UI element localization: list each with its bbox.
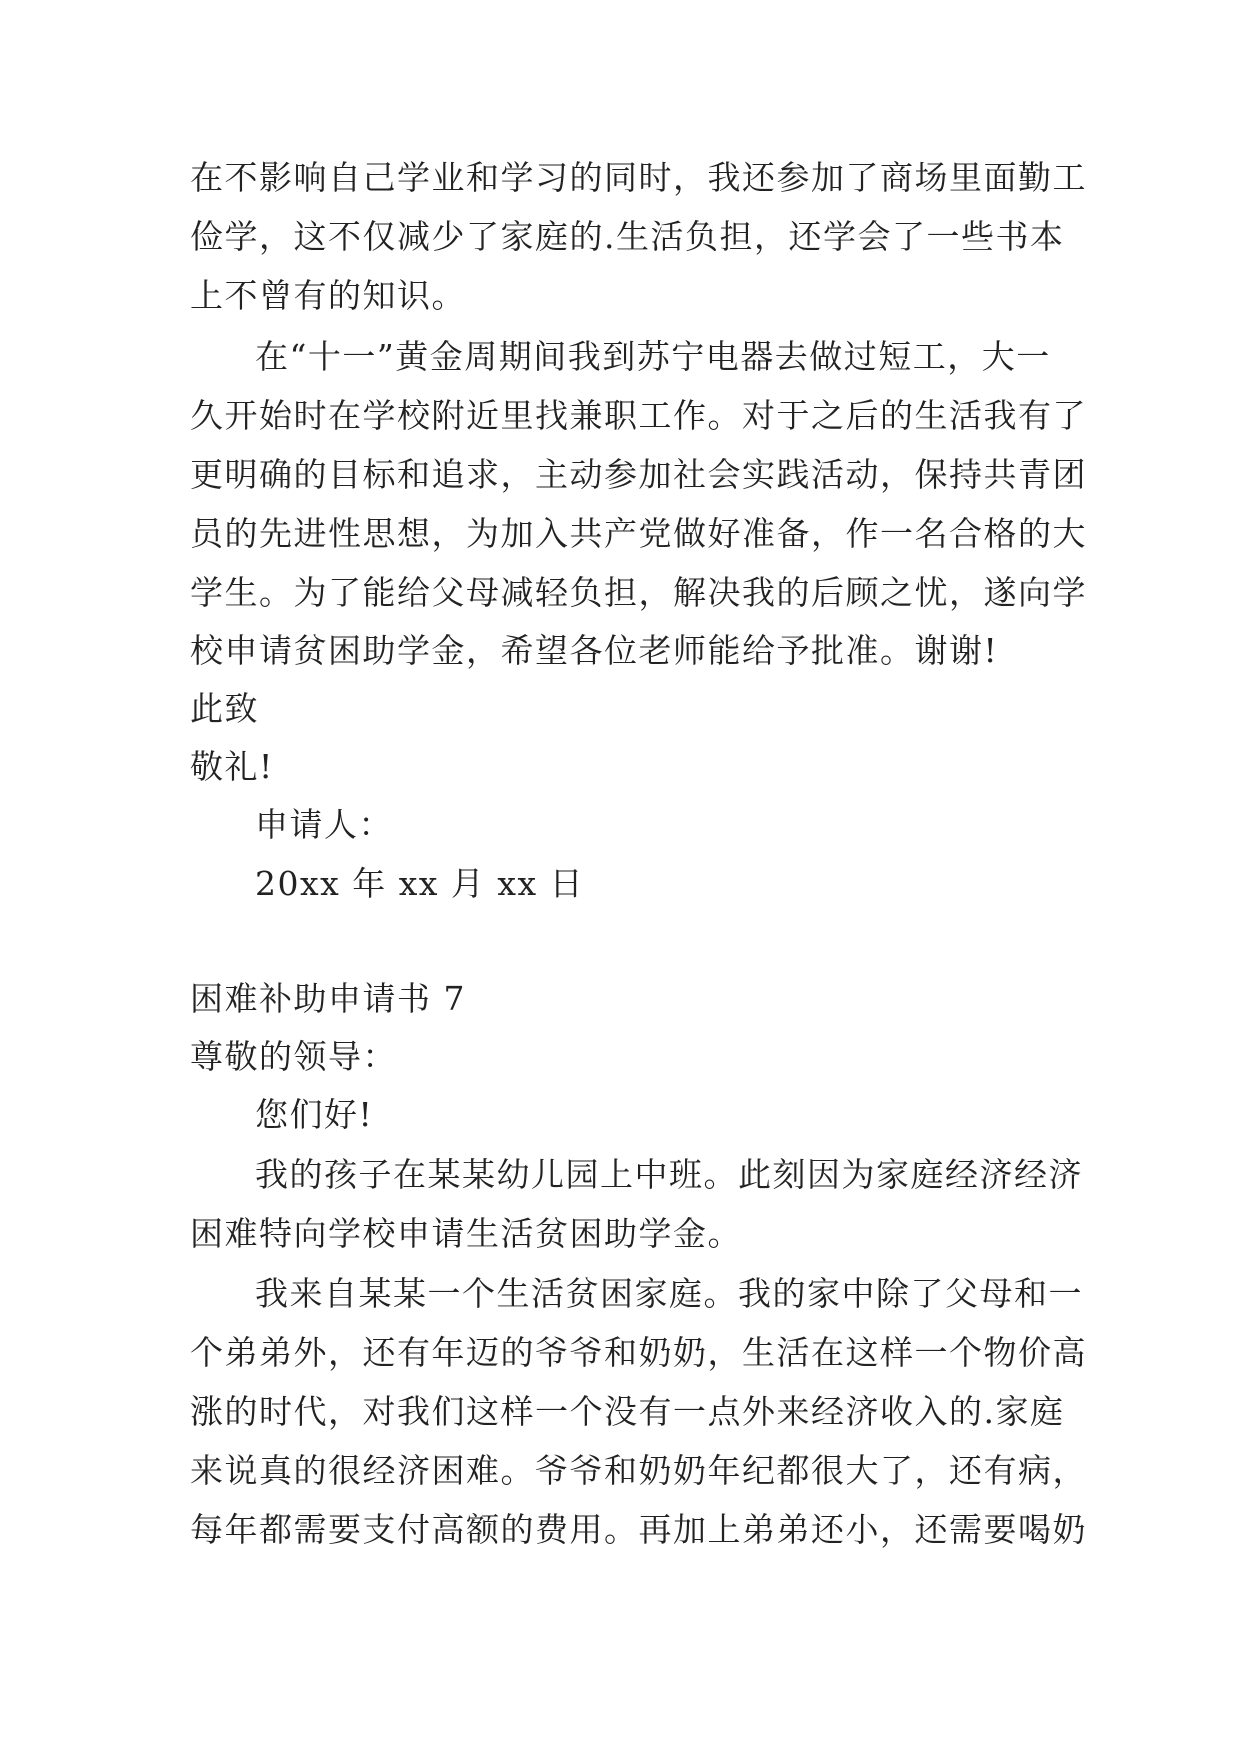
date-line: 20xx 年 xx 月 xx 日 (255, 864, 585, 903)
paragraph-line: 每年都需要支付高额的费用。再加上弟弟还小，还需要喝奶 (190, 1510, 1087, 1549)
paragraph-line: 更明确的目标和追求，主动参加社会实践活动，保持共青团 (190, 455, 1087, 494)
paragraph-line: 学生。为了能给父母减轻负担，解决我的后顾之忧，遂向学 (190, 573, 1087, 612)
paragraph-line: 涨的时代，对我们这样一个没有一点外来经济收入的.家庭 (190, 1392, 1065, 1431)
paragraph-line: 在不影响自己学业和学习的同时，我还参加了商场里面勤工 (190, 158, 1087, 197)
salutation: 尊敬的领导： (190, 1037, 397, 1076)
section-title: 困难补助申请书 7 (190, 979, 466, 1018)
paragraph-line: 我的孩子在某某幼儿园上中班。此刻因为家庭经济经济 (255, 1155, 1083, 1194)
paragraph-line: 在“十一”黄金周期间我到苏宁电器去做过短工，大一 (255, 337, 1051, 376)
paragraph-line: 俭学，这不仅减少了家庭的.生活负担，还学会了一些书本 (190, 217, 1065, 256)
greeting: 您们好! (255, 1095, 374, 1134)
paragraph-line: 校申请贫困助学金，希望各位老师能给予批准。谢谢! (190, 631, 999, 670)
paragraph-line: 个弟弟外，还有年迈的爷爷和奶奶，生活在这样一个物价高 (190, 1333, 1087, 1372)
paragraph-line: 上不曾有的知识。 (190, 276, 466, 315)
paragraph-line: 来说真的很经济困难。爷爷和奶奶年纪都很大了，还有病， (190, 1451, 1087, 1490)
paragraph-line: 久开始时在学校附近里找兼职工作。对于之后的生活我有了 (190, 396, 1087, 435)
applicant-label: 申请人： (255, 805, 393, 844)
paragraph-line: 员的先进性思想，为加入共产党做好准备，作一名合格的大 (190, 514, 1087, 553)
closing-line: 敬礼! (190, 747, 274, 786)
closing-line: 此致 (190, 689, 259, 728)
paragraph-line: 困难特向学校申请生活贫困助学金。 (190, 1214, 742, 1253)
paragraph-line: 我来自某某一个生活贫困家庭。我的家中除了父母和一 (255, 1274, 1083, 1313)
